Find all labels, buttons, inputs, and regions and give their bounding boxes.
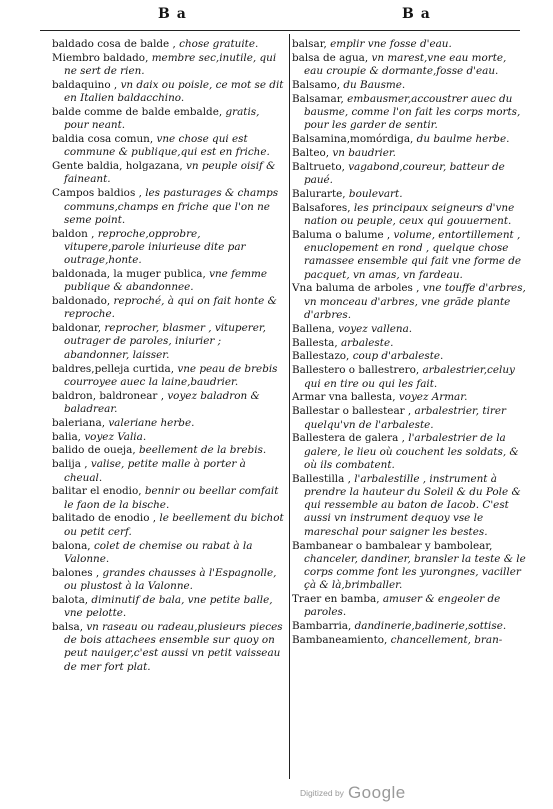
dictionary-entry xyxy=(292,364,527,391)
dictionary-entry xyxy=(292,405,527,432)
google-logo: Google xyxy=(347,783,406,802)
entry-headword: Armar vna ballesta, xyxy=(292,391,396,404)
entry-definition: grandes chausses à l'Espagnolle, ou plustost à la Valonne. xyxy=(64,566,277,592)
entry-headword: Balteo, xyxy=(292,146,330,159)
entry-definition: vn baudrier. xyxy=(332,146,396,159)
entry-headword: baldron, baldronear , xyxy=(52,389,164,402)
dictionary-entry xyxy=(292,38,527,51)
entry-definition: arbalestrier, tirer quelqu'vn de l'arbaleste. xyxy=(304,405,506,431)
dictionary-entry xyxy=(292,337,527,350)
entry-definition: vn raseau ou radeau,plusieurs pieces de bois attachees ensemble sur quoy on peut nauiger,c'est aussi vn petit vaisseau de mer fort plat. xyxy=(64,620,283,673)
entry-headword: baldres,pelleja curtida, xyxy=(52,362,175,375)
entry-definition: le beellement du bichot ou petit cerf. xyxy=(64,512,284,538)
entry-definition: vagabond,coureur, batteur de paué. xyxy=(304,160,505,187)
entry-headword: Baluma o balume , xyxy=(292,228,391,241)
entry-definition: valeriane herbe. xyxy=(108,416,195,429)
entry-definition: les principaux seigneurs d'vne nation ou peuple, ceux qui gouuernent. xyxy=(304,201,515,227)
dictionary-entry xyxy=(292,391,527,404)
entry-headword: Ballestazo, xyxy=(292,350,350,363)
entry-headword: balitado de enodio , xyxy=(52,512,157,525)
entry-headword: Vna baluma de arboles , xyxy=(292,282,420,295)
entry-headword: Balsafores, xyxy=(292,201,351,214)
entry-headword: Balsamo, xyxy=(292,78,341,91)
dictionary-entry xyxy=(292,161,527,188)
entry-headword: Balsamina,momórdiga, xyxy=(292,133,414,146)
entry-definition: vn peuple oisif & faineant. xyxy=(64,160,276,186)
entry-definition: bennir ou beellar comfait le faon de la bische. xyxy=(64,485,279,511)
dictionary-entry xyxy=(292,147,527,160)
dictionary-entry xyxy=(52,228,284,268)
dictionary-entry xyxy=(52,540,284,567)
dictionary-entry xyxy=(52,594,284,621)
dictionary-entry xyxy=(292,282,527,322)
entry-definition: valise, petite malle à porter à cheual. xyxy=(64,458,246,484)
entry-headword: Ballesta, xyxy=(292,336,338,349)
right-column xyxy=(292,38,527,648)
dictionary-entry xyxy=(292,202,527,229)
dictionary-entry xyxy=(292,93,527,133)
digitized-label: Digitized by xyxy=(300,788,344,798)
entry-headword: Balurarte, xyxy=(292,187,346,200)
dictionary-entry xyxy=(52,417,284,430)
entry-headword: Ballestar o ballestear , xyxy=(292,405,412,418)
entry-definition: gratis, pour neant. xyxy=(64,106,260,132)
entry-definition: boulevart. xyxy=(348,187,403,200)
entry-headword: balija , xyxy=(52,458,88,471)
dictionary-entry xyxy=(292,323,527,336)
header-rule xyxy=(40,30,520,31)
running-head-left: B a xyxy=(158,6,187,22)
entry-headword: balsar, xyxy=(292,38,327,50)
entry-definition: voyez Armar. xyxy=(398,391,468,404)
entry-definition: vn daix ou poisle, ce mot se dit en Italien baldacchino. xyxy=(64,78,284,105)
entry-definition: reproché, à qui on fait honte & reproche. xyxy=(64,295,277,321)
dictionary-entry xyxy=(292,593,527,620)
entry-headword: Gente baldia, holgazana, xyxy=(52,160,183,173)
entry-headword: baldia cosa comun, xyxy=(52,133,154,146)
dictionary-entry xyxy=(292,473,527,539)
dictionary-entry xyxy=(52,322,284,362)
entry-definition: diminutif de bala, vne petite balle, vne pelotte. xyxy=(64,593,273,619)
entry-headword: balones , xyxy=(52,566,100,579)
entry-definition: voyez Valia. xyxy=(84,430,147,443)
dictionary-entry xyxy=(292,229,527,282)
entry-headword: baleriana, xyxy=(52,416,105,429)
entry-definition: beellement de la brebis. xyxy=(138,444,267,457)
entry-headword: balsa, xyxy=(52,620,83,633)
dictionary-entry xyxy=(52,160,284,187)
entry-definition: membre sec,inutile, qui ne sert de rien. xyxy=(64,51,277,78)
entry-headword: baldonada, la muger publica, xyxy=(52,268,206,280)
digitized-watermark xyxy=(300,783,406,803)
entry-headword: baldado cosa de balde , xyxy=(52,38,176,50)
entry-headword: balido de oueja, xyxy=(52,444,136,457)
entry-definition: volume, entortillement , enuclopement en rond , quelque chose ramassee ensemble qui fait vne forme de pacquet, vn amas, vn fardeau. xyxy=(304,228,522,281)
entry-definition: vne touffe d'arbres, vn monceau d'arbres, vne grãde plante d'arbres. xyxy=(304,282,526,321)
dictionary-entry xyxy=(52,38,284,51)
column-divider xyxy=(289,34,290,779)
entry-definition: amuser & engeoler de paroles. xyxy=(304,593,501,619)
entry-definition: reproche,opprobre, vitupere,parole iniurieuse dite par outrage,honte. xyxy=(64,227,246,267)
entry-definition: embausmer,accoustrer auec du bausme, comme l'on fait les corps morts, pour les garder de sentir. xyxy=(304,92,521,132)
entry-headword: balia, xyxy=(52,430,81,443)
entry-definition: vn marest,vne eau morte, eau croupie & dormante,fosse d'eau. xyxy=(304,51,507,78)
entry-headword: baldonar, xyxy=(52,322,102,335)
entry-headword: Campos baldios , xyxy=(52,187,142,200)
dictionary-entry xyxy=(52,363,284,390)
entry-definition: dandinerie,badinerie,sottise. xyxy=(354,620,507,633)
dictionary-entry xyxy=(292,188,527,201)
entry-headword: Ballestera de galera , xyxy=(292,432,405,445)
dictionary-entry xyxy=(52,621,284,674)
entry-definition: emplir vne fosse d'eau. xyxy=(330,38,452,50)
entry-definition: colet de chemise ou rabat à la Valonne. xyxy=(64,539,253,565)
entry-headword: baldaquino , xyxy=(52,78,118,91)
entry-headword: baldon , xyxy=(52,227,95,240)
entry-definition: vne femme publique & abandonnee. xyxy=(64,268,267,294)
dictionary-entry xyxy=(52,106,284,133)
dictionary-entry xyxy=(52,133,284,160)
running-head-right: B a xyxy=(402,6,431,22)
entry-headword: Ballena, xyxy=(292,322,335,335)
entry-definition: arbalestrier,celuy qui en tire ou qui les fait. xyxy=(304,364,515,390)
left-column xyxy=(52,38,284,674)
entry-headword: balde comme de balde embalde, xyxy=(52,106,223,119)
dictionary-entry xyxy=(52,458,284,485)
entry-headword: balota, xyxy=(52,593,89,606)
entry-headword: Ballestero o ballestrero, xyxy=(292,364,420,377)
entry-headword: Bambaneamiento, xyxy=(292,634,388,647)
dictionary-entry xyxy=(52,485,284,512)
dictionary-entry xyxy=(292,620,527,633)
entry-definition: l'arbalestrier de la galere, le lieu où couchent les soldats, & où ils combatent. xyxy=(304,432,519,471)
entry-definition: arbaleste. xyxy=(340,336,394,349)
entry-definition: vne peau de brebis courroyee auec la laine,baudrier. xyxy=(64,362,278,388)
dictionary-entry xyxy=(52,187,284,227)
entry-headword: balsa de agua, xyxy=(292,51,369,64)
entry-definition: chancellement, bran- xyxy=(390,634,503,647)
dictionary-entry xyxy=(52,268,284,295)
dictionary-entry xyxy=(292,540,527,593)
entry-definition: voyez vallena. xyxy=(338,322,413,335)
entry-headword: Bambarria, xyxy=(292,620,352,633)
dictionary-entry xyxy=(52,295,284,322)
entry-headword: Traer en bamba, xyxy=(292,593,380,606)
dictionary-entry xyxy=(292,133,527,146)
dictionary-entry xyxy=(292,79,527,92)
dictionary-entry xyxy=(52,79,284,106)
entry-definition: coup d'arbaleste. xyxy=(352,350,444,363)
dictionary-entry xyxy=(292,634,527,647)
dictionary-entry xyxy=(52,444,284,457)
entry-definition: vne chose qui est commune & publique,qui est en friche. xyxy=(64,133,270,159)
dictionary-entry xyxy=(52,567,284,594)
entry-definition: du baulme herbe. xyxy=(416,133,510,146)
dictionary-entry xyxy=(52,52,284,79)
entry-definition: du Bausme. xyxy=(343,78,406,91)
dictionary-entry xyxy=(292,350,527,363)
entry-headword: balitar el enodio, xyxy=(52,485,142,498)
dictionary-entry xyxy=(52,512,284,539)
entry-headword: Ballestilla , xyxy=(292,472,351,485)
entry-definition: reprocher, blasmer , vituperer, outrager de paroles, iniurier ; abandonner, laisser. xyxy=(64,322,266,361)
entry-headword: Baltrueto, xyxy=(292,160,345,173)
entry-definition: voyez baladron & baladrear. xyxy=(64,389,260,415)
entry-headword: balona, xyxy=(52,539,91,552)
entry-headword: Miembro baldado, xyxy=(52,51,149,64)
entry-definition: les pasturages & champs communs,champs en friche que l'on ne seme point. xyxy=(64,187,279,226)
dictionary-entry xyxy=(292,432,527,472)
entry-headword: Balsamar, xyxy=(292,92,344,105)
entry-headword: baldonado, xyxy=(52,295,111,308)
entry-definition: chose gratuite. xyxy=(179,38,259,50)
dictionary-entry xyxy=(292,52,527,79)
entry-headword: Bambanear o bambalear y bambolear, xyxy=(292,539,493,552)
dictionary-entry xyxy=(52,390,284,417)
entry-definition: l'arbalestille , instrument à prendre la hauteur du Soleil & du Pole & qui ressemble au baton de Iacob. C'est aussi vn instrument dequoy vse le mareschal pour saigner les bestes. xyxy=(304,472,521,538)
dictionary-entry xyxy=(52,431,284,444)
entry-definition: chanceler, dandiner, bransler la teste & le corps comme font les yurongnes, vaciller çà & là,brimballer. xyxy=(304,552,526,592)
